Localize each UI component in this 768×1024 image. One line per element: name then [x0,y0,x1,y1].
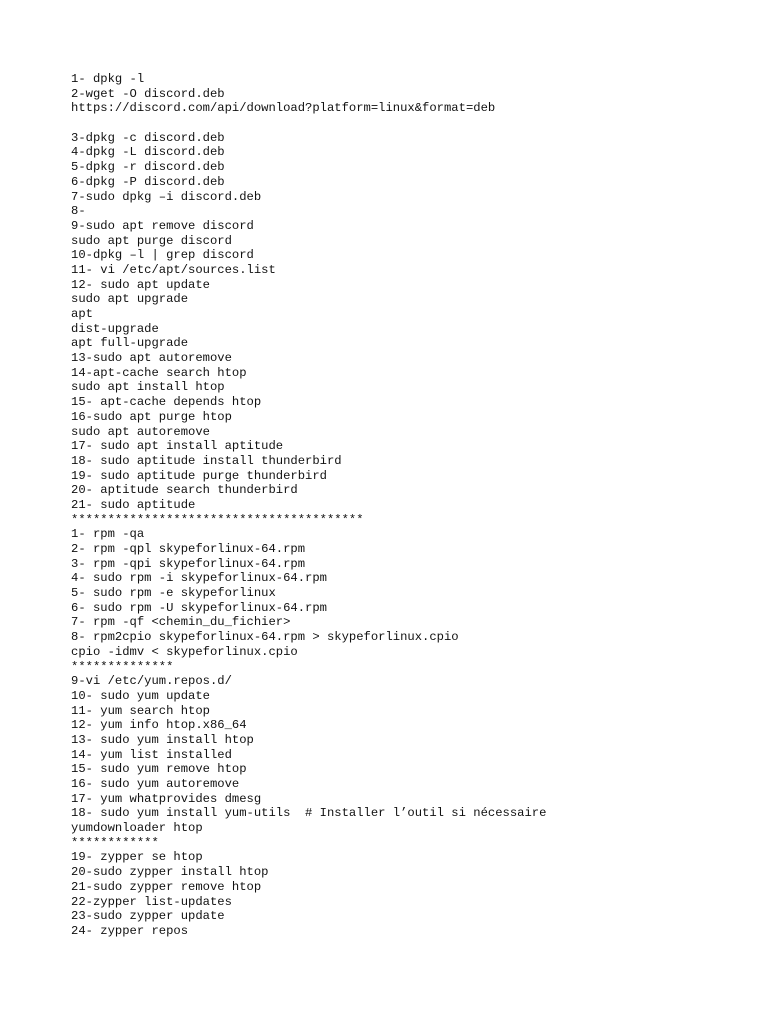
text-line: sudo apt install htop [71,380,225,395]
text-line: 8- [71,204,86,219]
text-line: 3- rpm -qpi skypeforlinux-64.rpm [71,556,306,571]
text-line: **************************************** [71,512,364,527]
text-line: 20-sudo zypper install htop [71,865,269,880]
text-line: 12- sudo apt update [71,277,210,292]
text-line: 2- rpm -qpl skypeforlinux-64.rpm [71,542,306,556]
text-line: 13-sudo apt autoremove [71,351,232,366]
text-line: 16- sudo yum autoremove [71,777,240,791]
text-line: 17- yum whatprovides dmesg [71,791,262,806]
text-line: 6-dpkg -P discord.deb [71,174,225,189]
text-line: 19- sudo aptitude purge thunderbird [71,468,327,483]
text-line: 13- sudo yum install htop [71,732,254,747]
text-line: cpio -idmv < skypeforlinux.cpio [71,644,298,659]
text-line: 8- rpm2cpio skypeforlinux-64.rpm > skypeforlinux.cpio [71,630,459,645]
text-line: 21- sudo aptitude [71,497,196,512]
text-line: ************ [71,835,159,850]
text-line: 12- yum info htop.x86_64 [71,718,247,733]
text-line: 4-dpkg -L discord.deb [71,145,225,160]
text-line: 9-sudo apt remove discord [71,218,254,233]
text-line: sudo apt autoremove [71,424,210,439]
document-page [71,72,761,939]
text-line: 14- yum list installed [71,747,232,762]
text-line: 5-dpkg -r discord.deb [71,160,225,175]
text-line: 20- aptitude search thunderbird [71,483,298,498]
text-line: 10-dpkg –l | grep discord [71,248,254,263]
text-line: dist-upgrade [71,321,159,336]
text-line: 11- vi /etc/apt/sources.list [71,262,276,277]
text-line: 5- sudo rpm -e skypeforlinux [71,586,276,601]
text-line: 14-apt-cache search htop [71,365,247,380]
text-line: 4- sudo rpm -i skypeforlinux-64.rpm [71,571,327,586]
text-line: sudo apt purge discord [71,233,232,248]
text-line: 3-dpkg -c discord.deb [71,130,225,145]
text-line: 23-sudo zypper update [71,909,225,924]
text-line: apt [71,307,93,321]
text-line [71,116,761,131]
text-line: 9-vi /etc/yum.repos.d/ [71,674,232,689]
text-line: 18- sudo yum install yum-utils # Installer l’outil si nécessaire [71,806,547,821]
text-line: 19- zypper se htop [71,850,203,865]
text-line: 22-zypper list-updates [71,894,232,909]
text-line: 10- sudo yum update [71,688,210,703]
text-line: 15- sudo yum remove htop [71,762,247,777]
text-line: yumdownloader htop [71,821,203,836]
text-line: ************** [71,659,174,674]
text-line: 1- dpkg -l [71,72,145,86]
text-line: 11- yum search htop [71,703,210,718]
text-line: 15- apt-cache depends htop [71,395,262,410]
text-line: sudo apt upgrade [71,292,189,307]
text-line: apt full-upgrade [71,336,189,351]
text-line: 16-sudo apt purge htop [71,409,232,424]
text-line: 24- zypper repos [71,923,189,938]
text-line: 2-wget -O discord.deb [71,86,225,101]
text-line: 1- rpm -qa [71,527,145,542]
text-line: 6- sudo rpm -U skypeforlinux-64.rpm [71,600,327,615]
text-line: 21-sudo zypper remove htop [71,879,262,894]
text-line: https://discord.com/api/download?platform=linux&format=deb [71,101,496,116]
text-line: 7-sudo dpkg –i discord.deb [71,189,262,204]
text-line: 17- sudo apt install aptitude [71,439,284,454]
text-line: 18- sudo aptitude install thunderbird [71,453,342,468]
text-line: 7- rpm -qf <chemin_du_fichier> [71,615,291,630]
